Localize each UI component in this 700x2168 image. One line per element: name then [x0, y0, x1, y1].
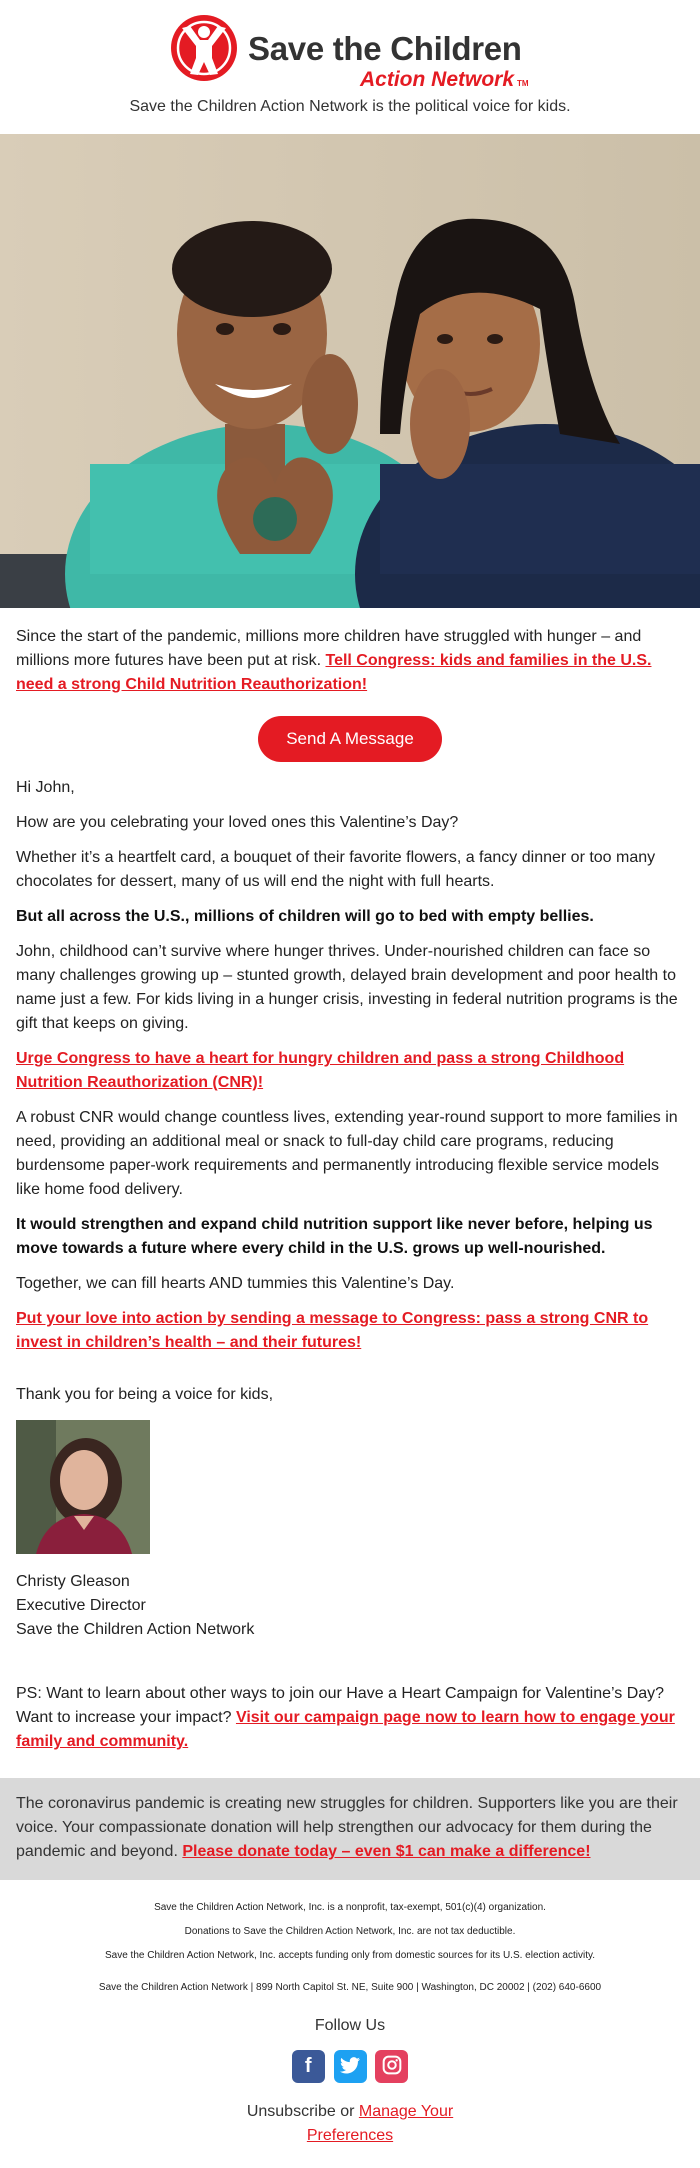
signature-photo — [16, 1420, 150, 1554]
link-paragraph — [16, 1307, 684, 1355]
tell-congress-link[interactable]: Tell Congress: kids and families in the U.S. need a strong Child Nutrition Reauthorization! — [16, 652, 652, 693]
unsubscribe-row — [0, 2100, 700, 2148]
campaign-page-link[interactable]: Visit our campaign page now to learn how to engage your family and community. — [16, 1709, 675, 1750]
send-message-button[interactable]: Send A Message — [258, 716, 442, 762]
intro-paragraph — [16, 625, 684, 697]
donate-box — [0, 1778, 700, 1880]
trademark: TM — [517, 79, 529, 88]
logo-subtitle — [360, 68, 529, 92]
donate-text: The coronavirus pandemic is creating new struggles for children. Supporters like you are their voice. Your compassionate donation will help strengthen our advocacy for them during the pandemic and beyond. — [16, 1795, 678, 1860]
email-body — [0, 625, 700, 1754]
signature-block — [16, 1570, 684, 1642]
email-header — [0, 0, 700, 134]
tagline: Save the Children Action Network is the political voice for kids. — [129, 98, 571, 115]
logo-subtitle-text: Action Network — [360, 68, 515, 91]
save-the-children-logo-icon — [168, 12, 240, 84]
urge-congress-link[interactable]: Urge Congress to have a heart for hungry children and pass a strong Childhood Nutrition Reauthorization (CNR)! — [16, 1050, 625, 1091]
greeting: Hi John, — [16, 779, 75, 796]
donate-link[interactable]: Please donate today – even $1 can make a difference! — [182, 1843, 591, 1860]
love-into-action-link[interactable]: Put your love into action by sending a message to Congress: pass a strong CNR to invest in children’s health – and their futures! — [16, 1310, 649, 1351]
logo-title: Save the Children — [248, 30, 522, 67]
signer-org: Save the Children Action Network — [16, 1621, 255, 1638]
intro-text: Since the start of the pandemic, millions more children have struggled with hunger – and millions more futures have been put at risk. — [16, 628, 642, 669]
manage-line-2: Preferences — [306, 2127, 394, 2144]
footer-disclaimer: Donations to Save the Children Action Network, Inc. are not tax deductible. — [184, 1926, 516, 1937]
email-footer — [0, 1880, 700, 2148]
unsubscribe-text[interactable]: Unsubscribe — [246, 2103, 336, 2120]
footer-disclaimer: Save the Children Action Network, Inc. accepts funding only from domestic sources for its U.S. election activity. — [104, 1950, 596, 1961]
body-paragraph: John, childhood can’t survive where hunger thrives. Under-nourished children can face so many challenges growing up – stunted growth, delayed brain development and poor health to name just a few. For kids living in a hunger crisis, investing in federal nutrition programs is the gift that keeps on giving. — [16, 943, 678, 1032]
manage-line-1: Manage Your — [358, 2103, 454, 2120]
body-paragraph-bold: It would strengthen and expand child nutrition support like never before, helping us move towards a future where every child in the U.S. grows up well-nourished. — [16, 1216, 653, 1257]
follow-us-label: Follow Us — [314, 2017, 386, 2034]
body-paragraph: Whether it’s a heartfelt card, a bouquet of their favorite flowers, a fancy dinner or too many chocolates for dessert, many of us will end the night with full hearts. — [16, 849, 656, 890]
signer-title: Executive Director — [16, 1597, 146, 1614]
body-paragraph: How are you celebrating your loved ones this Valentine’s Day? — [16, 814, 459, 831]
ps-text: PS: Want to learn about other ways to join our Have a Heart Campaign for Valentine’s Day? Want to increase your impact? — [16, 1685, 665, 1726]
facebook-icon[interactable]: f — [292, 2050, 325, 2083]
ps-paragraph — [16, 1682, 684, 1754]
instagram-icon[interactable] — [375, 2050, 408, 2083]
body-paragraph: Together, we can fill hearts AND tummies this Valentine’s Day. — [16, 1275, 455, 1292]
body-paragraph-bold: But all across the U.S., millions of children will go to bed with empty bellies. — [16, 908, 594, 925]
signer-name: Christy Gleason — [16, 1573, 130, 1590]
body-paragraph: A robust CNR would change countless lives, extending year-round support to more families in need, providing an additional meal or snack to full-day child care programs, reducing burdensome paper-work requirements and permanently introducing flexible service models like home food delivery. — [16, 1109, 678, 1198]
thanks-line: Thank you for being a voice for kids, — [16, 1386, 274, 1403]
footer-address: Save the Children Action Network | 899 North Capitol St. NE, Suite 900 | Washington, DC 20002 | (202) 640-6600 — [98, 1982, 602, 1993]
footer-disclaimer: Save the Children Action Network, Inc. is a nonprofit, tax-exempt, 501(c)(4) organization. — [154, 1902, 546, 1913]
twitter-icon[interactable] — [334, 2050, 367, 2083]
brand-logo[interactable] — [168, 12, 538, 90]
hero-photo[interactable] — [0, 134, 700, 608]
or-text: or — [335, 2103, 359, 2120]
link-paragraph — [16, 1047, 684, 1095]
cta-row — [16, 716, 684, 762]
social-links — [0, 2050, 700, 2086]
